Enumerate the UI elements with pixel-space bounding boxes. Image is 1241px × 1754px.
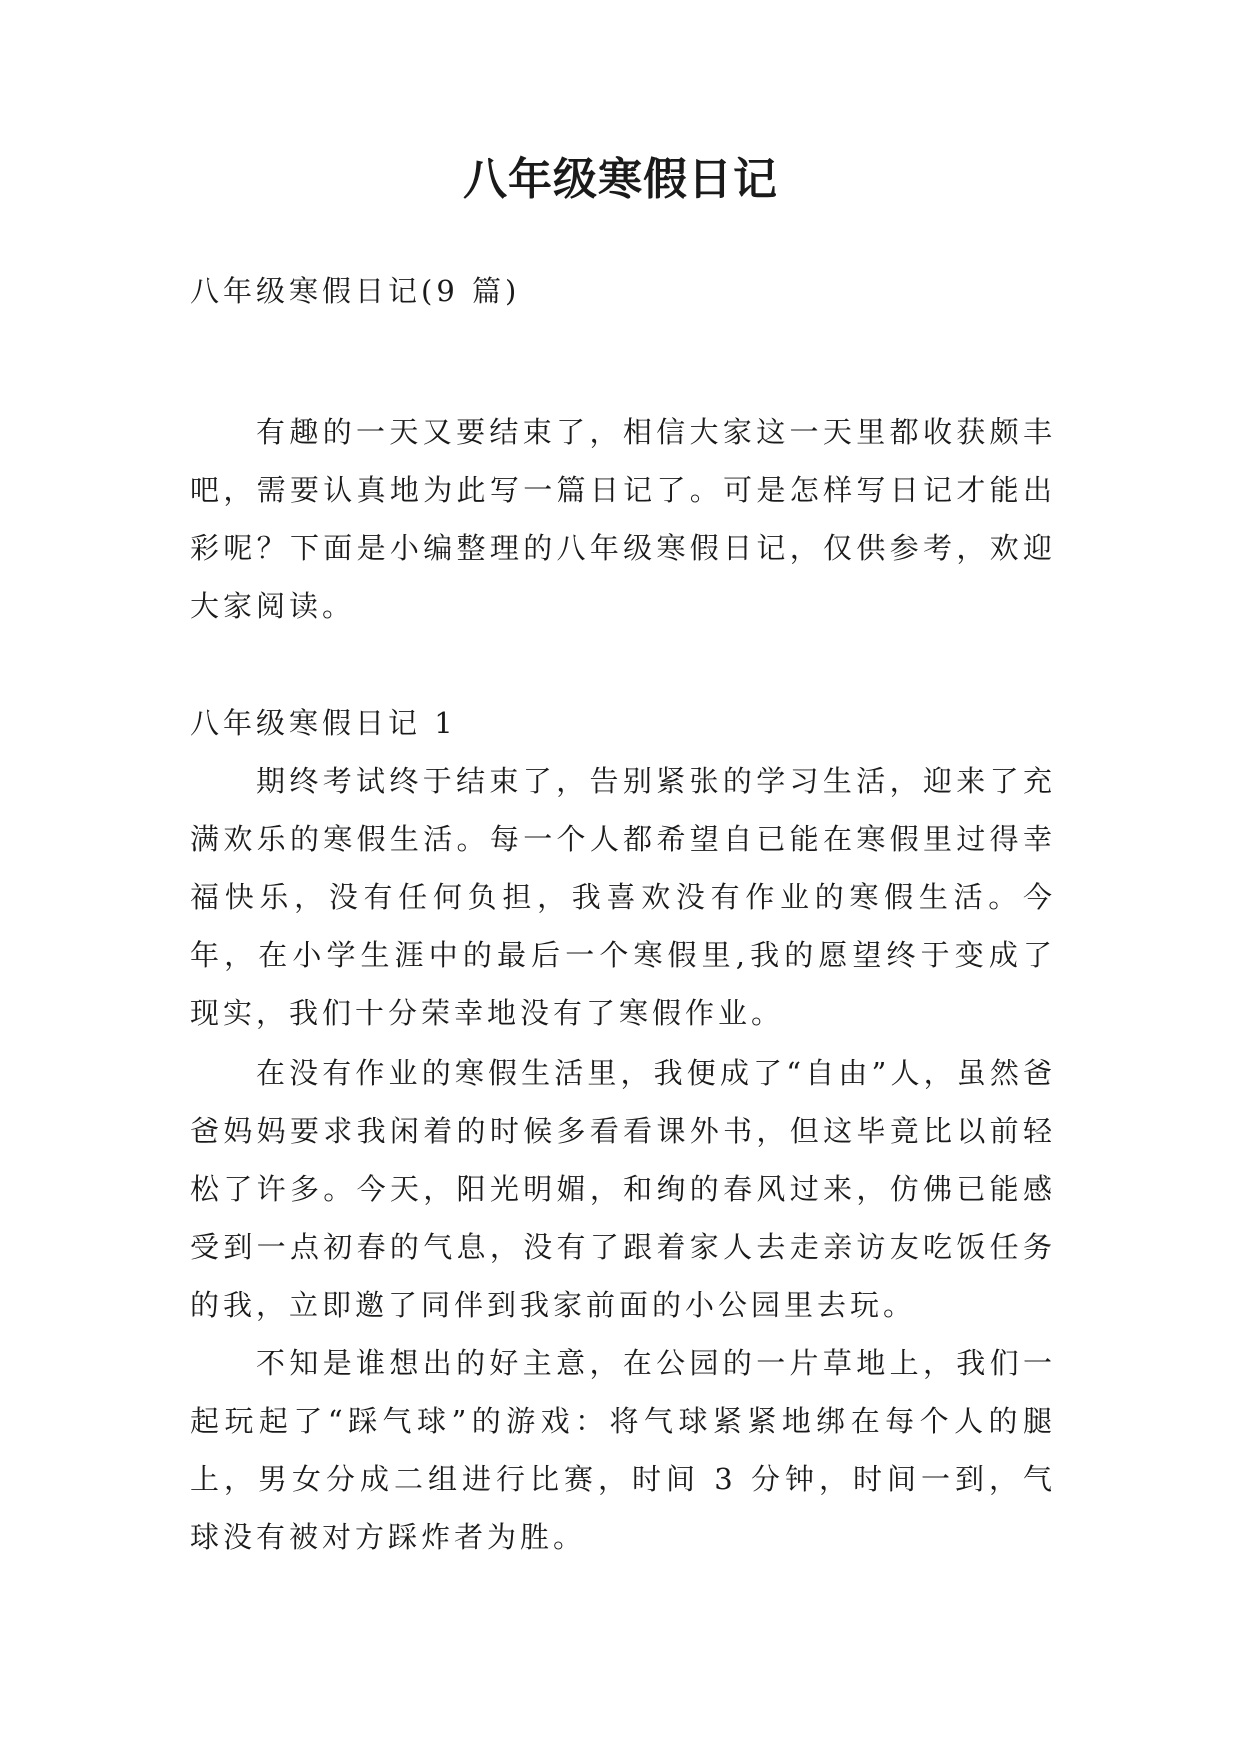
document-title: 八年级寒假日记 — [463, 154, 778, 205]
body-paragraph-2: 在没有作业的寒假生活里，我便成了“自由”人，虽然爸爸妈妈要求我闲着的时候多看看课外书，但这毕竟比以前轻松了许多。今天，阳光明媚，和绚的春风过来，仿佛已能感受到一点初春的气息，没有了跟着家人去走亲访友吃饭任务的我，立即邀了同伴到我家前面的小公园里去玩。 — [190, 1056, 1056, 1322]
intro-paragraph: 有趣的一天又要结束了，相信大家这一天里都收获颇丰吧，需要认真地为此写一篇日记了。可是怎样写日记才能出彩呢？下面是小编整理的八年级寒假日记，仅供参考，欢迎大家阅读。 — [190, 415, 1056, 623]
document-subtitle: 八年级寒假日记(9 篇) — [190, 274, 521, 308]
body-paragraph-3: 不知是谁想出的好主意，在公园的一片草地上，我们一起玩起了“踩气球”的游戏：将气球紧紧地绑在每个人的腿上，男女分成二组进行比赛，时间 3 分钟，时间一到，气球没有被对方踩炸者为胜。 — [190, 1346, 1056, 1554]
section-heading: 八年级寒假日记 1 — [190, 706, 457, 740]
body-paragraph-1: 期终考试终于结束了，告别紧张的学习生活，迎来了充满欢乐的寒假生活。每一个人都希望自已能在寒假里过得幸福快乐，没有任何负担，我喜欢没有作业的寒假生活。今年，在小学生涯中的最后一个寒假里,我的愿望终于变成了现实，我们十分荣幸地没有了寒假作业。 — [190, 764, 1056, 1030]
